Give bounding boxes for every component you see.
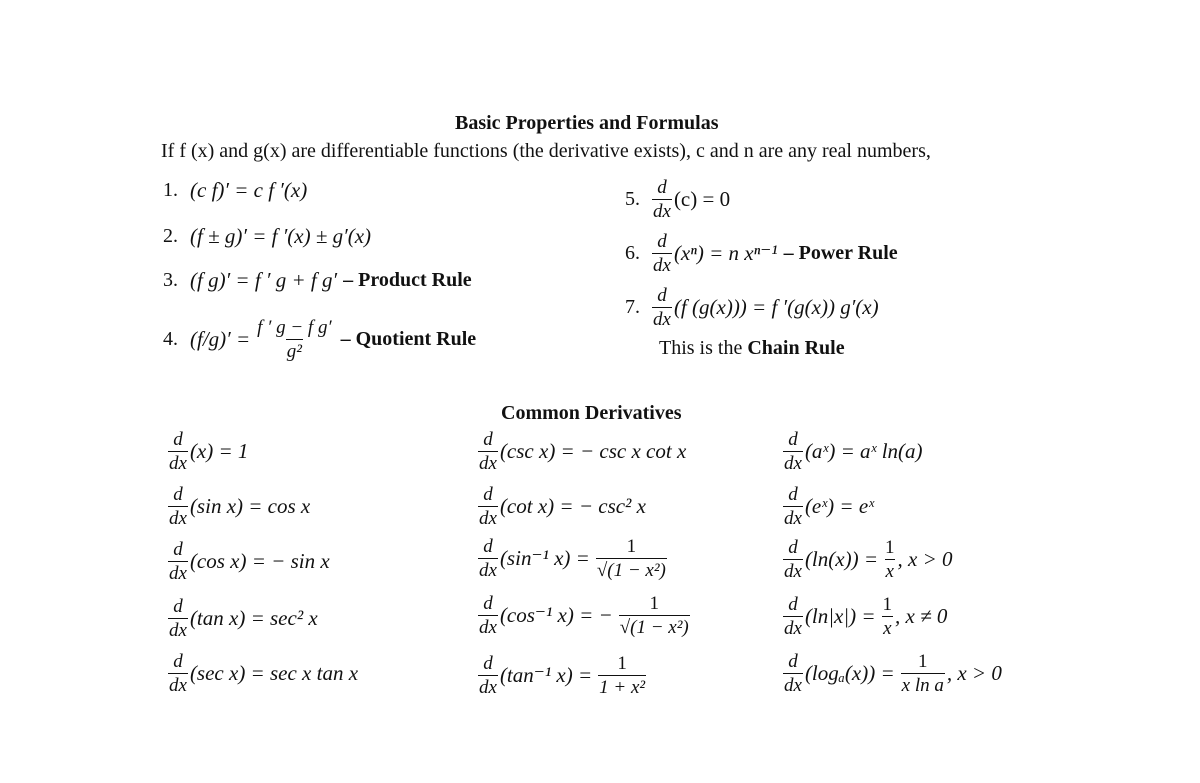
domain-condition: , x > 0 bbox=[897, 547, 953, 571]
property-3 bbox=[163, 268, 472, 293]
derivative-exponential-a bbox=[783, 430, 923, 473]
chain-rule-note bbox=[659, 337, 845, 360]
result-fraction: $\frac{1}{x}$ bbox=[882, 594, 893, 639]
derivative-operator: $\frac{d}{dx}$ bbox=[169, 429, 187, 474]
common-derivatives-heading: Common Derivatives bbox=[501, 402, 682, 424]
result-fraction: $\frac{1}{\text{1 + x²}}$ bbox=[599, 653, 646, 698]
derivative-identity bbox=[168, 430, 248, 473]
power-rule-label: – Power Rule bbox=[783, 242, 898, 264]
derivative-expression: (ln|x|) = bbox=[804, 604, 876, 628]
derivative-operator: $\frac{d}{dx}$ bbox=[784, 484, 802, 529]
property-7 bbox=[625, 286, 879, 329]
derivative-sec bbox=[168, 652, 358, 695]
derivative-operator: $\frac{d}{dx}$ bbox=[169, 484, 187, 529]
derivative-cot bbox=[478, 485, 646, 528]
property-4 bbox=[163, 318, 476, 361]
property-5 bbox=[625, 178, 730, 221]
product-rule-label: – Product Rule bbox=[343, 269, 472, 291]
property-number: 7. bbox=[625, 296, 640, 318]
derivative-operator: $\frac{d}{dx}$ bbox=[169, 539, 187, 584]
derivative-operator: $\frac{d}{dx}$ bbox=[784, 651, 802, 696]
property-number: 1. bbox=[163, 179, 178, 201]
derivative-expression: (tan⁻¹ x) = bbox=[499, 663, 593, 687]
derivative-sin bbox=[168, 485, 310, 528]
property-expression: (c f)′ = c f ′(x) bbox=[190, 178, 308, 202]
derivative-operator: $\frac{d}{dx}$ bbox=[169, 651, 187, 696]
derivative-operator: $\frac{d}{dx}$ bbox=[653, 285, 671, 330]
derivative-expression: (csc x) = − csc x cot x bbox=[499, 439, 687, 463]
result-fraction: $\frac{1}{x}$ bbox=[885, 537, 895, 582]
derivative-expression: (logₐ(x)) = bbox=[804, 661, 895, 685]
quotient-rule-label: – Quotient Rule bbox=[340, 328, 477, 350]
derivative-expression: (sec x) = sec x tan x bbox=[189, 661, 359, 685]
property-number: 5. bbox=[625, 188, 640, 210]
derivative-operator: $\frac{d}{dx}$ bbox=[784, 429, 802, 474]
result-fraction: $\frac{1}{\text{√(1 − x²)}}$ bbox=[619, 593, 689, 638]
derivative-expression: (x) = 1 bbox=[189, 439, 249, 463]
chain-rule-prefix: This is the bbox=[659, 337, 743, 359]
derivative-operator: $\frac{d}{dx}$ bbox=[653, 231, 671, 276]
property-number: 4. bbox=[163, 328, 178, 350]
domain-condition: , x > 0 bbox=[946, 661, 1002, 685]
property-1 bbox=[163, 178, 307, 203]
derivative-arcsin bbox=[478, 537, 669, 580]
derivative-csc bbox=[478, 430, 686, 473]
chain-rule-label: Chain Rule bbox=[747, 337, 845, 359]
derivative-operator: $\frac{d}{dx}$ bbox=[479, 429, 497, 474]
derivative-operator: $\frac{d}{dx}$ bbox=[169, 596, 187, 641]
derivative-operator: $\frac{d}{dx}$ bbox=[479, 653, 497, 698]
page-title: Basic Properties and Formulas bbox=[455, 112, 719, 134]
property-expression: (f ± g)′ = f ′(x) ± g′(x) bbox=[190, 224, 372, 248]
result-fraction: $\frac{1}{\text{x ln a}}$ bbox=[901, 651, 944, 696]
derivative-exponential-e bbox=[783, 485, 874, 528]
derivative-operator: $\frac{d}{dx}$ bbox=[479, 536, 497, 581]
quotient-fraction bbox=[256, 318, 332, 361]
derivative-log-a bbox=[783, 652, 1002, 695]
property-lhs: (f/g)′ = bbox=[190, 327, 251, 351]
fraction-denominator: g² bbox=[286, 341, 302, 362]
derivative-ln-abs bbox=[783, 595, 947, 638]
derivative-cos bbox=[168, 540, 330, 583]
property-2 bbox=[163, 224, 371, 249]
derivative-expression: (sin⁻¹ x) = bbox=[499, 546, 590, 570]
derivative-expression: (aˣ) = aˣ ln(a) bbox=[804, 439, 923, 463]
derivative-operator: $\frac{d}{dx}$ bbox=[784, 594, 802, 639]
result-fraction: $\frac{1}{\text{√(1 − x²)}}$ bbox=[596, 536, 666, 581]
property-expression: (c) = 0 bbox=[673, 187, 731, 211]
derivative-expression: (ln(x)) = bbox=[804, 547, 878, 571]
property-number: 6. bbox=[625, 242, 640, 264]
property-expression: (f g)′ = f ′ g + f g′ bbox=[190, 268, 338, 292]
intro-text: If f (x) and g(x) are differentiable functions (the derivative exists), c and n are any real numbers, bbox=[161, 140, 931, 162]
derivative-tan bbox=[168, 597, 318, 640]
derivative-expression: (cos⁻¹ x) = − bbox=[499, 603, 613, 627]
derivative-expression: (sin x) = cos x bbox=[189, 494, 311, 518]
derivative-ln bbox=[783, 538, 953, 581]
derivative-arctan bbox=[478, 654, 648, 697]
derivative-expression: (cot x) = − csc² x bbox=[499, 494, 646, 518]
derivative-expression: (cos x) = − sin x bbox=[189, 549, 330, 573]
property-expression: (f (g(x))) = f ′(g(x)) g′(x) bbox=[673, 295, 879, 319]
domain-condition: , x ≠ 0 bbox=[895, 604, 948, 628]
derivative-operator: $\frac{d}{dx}$ bbox=[479, 593, 497, 638]
fraction-numerator: f ′ g − f g′ bbox=[257, 317, 332, 338]
property-expression: (xⁿ) = n xⁿ⁻¹ bbox=[673, 241, 778, 265]
derivative-operator: $\frac{d}{dx}$ bbox=[653, 177, 671, 222]
property-6 bbox=[625, 232, 898, 275]
property-number: 2. bbox=[163, 225, 178, 247]
derivative-operator: $\frac{d}{dx}$ bbox=[479, 484, 497, 529]
derivative-expression: (eˣ) = eˣ bbox=[804, 494, 875, 518]
property-number: 3. bbox=[163, 269, 178, 291]
derivative-expression: (tan x) = sec² x bbox=[189, 606, 318, 630]
derivative-operator: $\frac{d}{dx}$ bbox=[784, 537, 802, 582]
derivative-arccos bbox=[478, 594, 692, 637]
